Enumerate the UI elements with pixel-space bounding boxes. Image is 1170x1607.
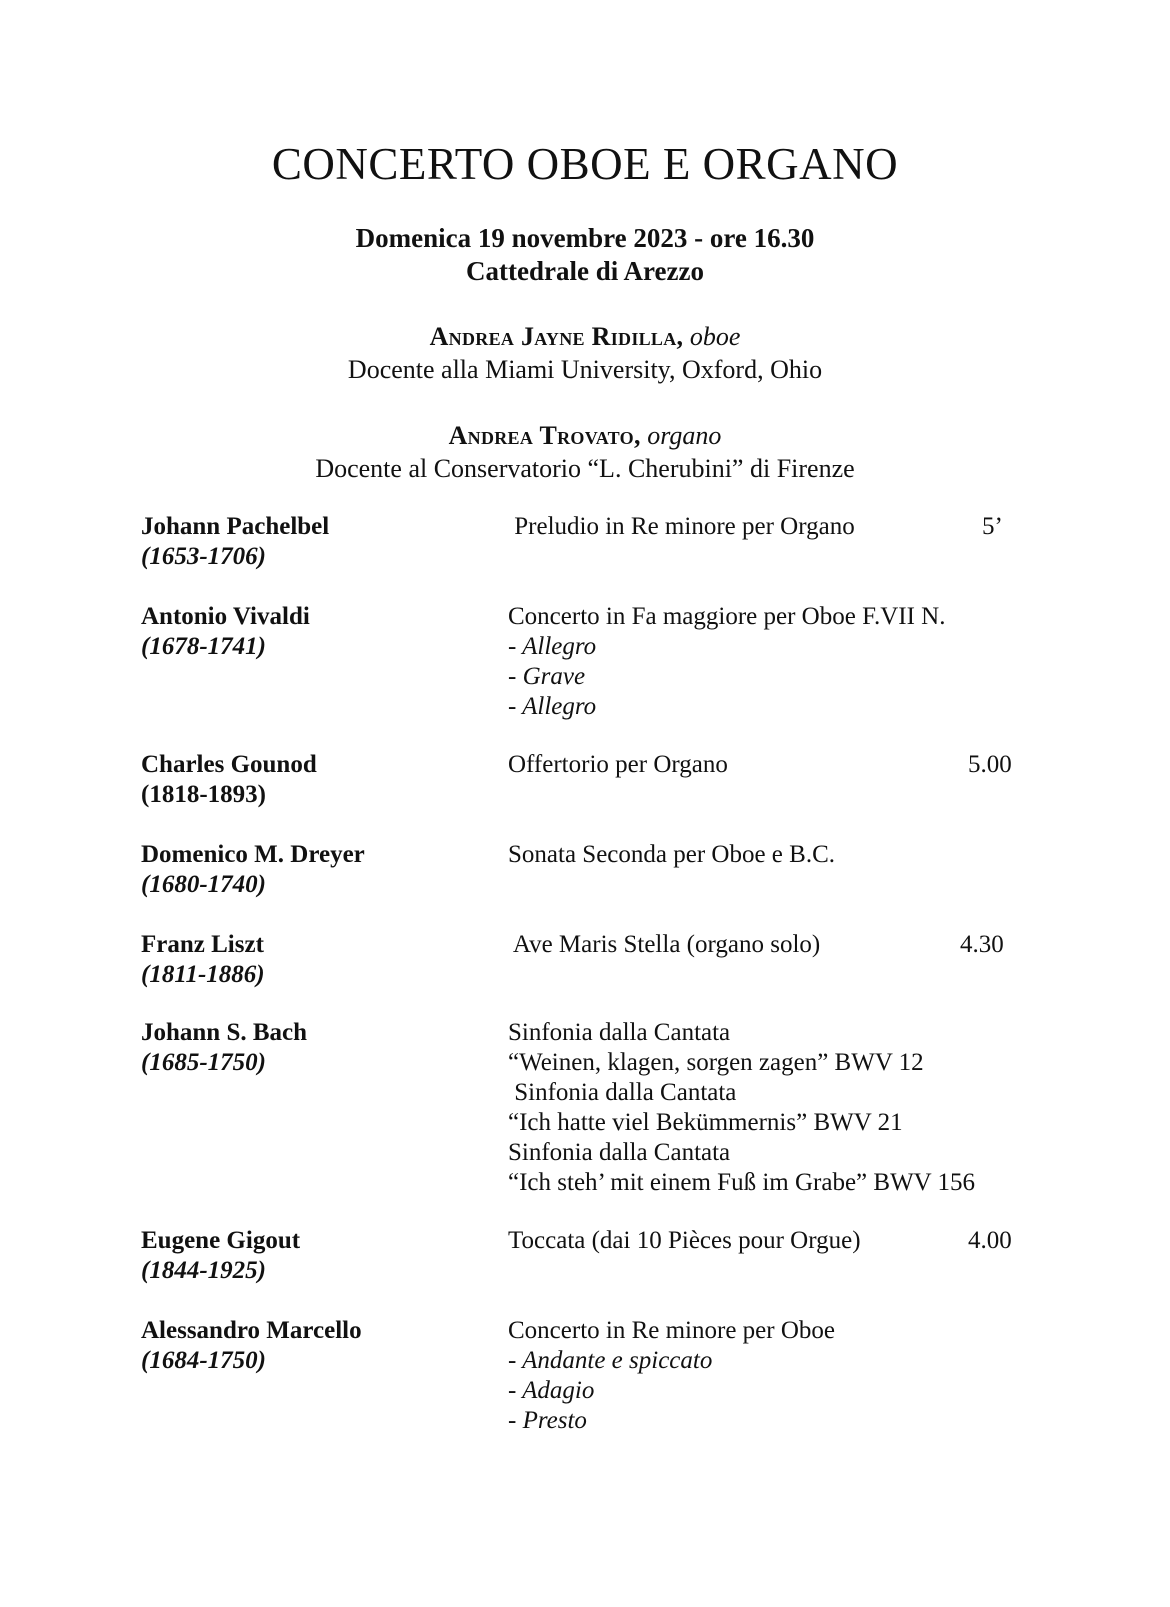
movement: - Allegro [508,633,597,660]
composer-name: Johann S. Bach [141,1019,308,1046]
composer-years: (1678-1741) [141,633,266,660]
performer-2-heading [0,421,1170,451]
work-title: Ave Maris Stella (organo solo) [508,931,821,958]
composer [141,750,471,810]
work-title: Sinfonia dalla Cantata [508,1139,731,1166]
composer-name: Franz Liszt [141,931,264,958]
composer [141,1316,471,1376]
work-title: Preludio in Re minore per Organo [508,513,855,540]
work [508,840,1068,870]
movement: - Adagio [508,1377,595,1404]
composer [141,840,471,900]
composer [141,1018,471,1078]
composer-years: (1653-1706) [141,543,266,570]
composer-years: (1685-1750) [141,1049,266,1076]
work-subtitle: “Ich hatte viel Bekümmernis” BWV 21 [508,1109,903,1136]
composer-name: Antonio Vivaldi [141,603,310,630]
composer-name: Charles Gounod [141,751,317,778]
composer-years: (1680-1740) [141,871,266,898]
movement: - Presto [508,1407,587,1434]
composer [141,930,471,990]
work-title: Sinfonia dalla Cantata [508,1019,731,1046]
composer [141,512,471,572]
work-duration: 4.00 [968,1227,1012,1254]
work-title: Sonata Seconda per Oboe e B.C. [508,841,836,868]
page-title: CONCERTO OBOE E ORGANO [271,139,899,189]
composer-name: Eugene Gigout [141,1227,301,1254]
concert-date: Domenica 19 novembre 2023 - ore 16.30 [355,223,815,253]
composer-years: (1844-1925) [141,1257,266,1284]
work-title: Toccata (dai 10 Pièces pour Orgue) [508,1227,861,1254]
performer-2-role: Docente al Conservatorio “L. Cherubini” di Firenze [315,454,855,483]
composer-name: Domenico M. Dreyer [141,841,365,868]
movement: - Grave [508,663,586,690]
concert-venue: Cattedrale di Arezzo [466,256,704,286]
work [508,602,1068,722]
movement: - Andante e spiccato [508,1347,713,1374]
work-subtitle: “Ich steh’ mit einem Fuß im Grabe” BWV 156 [508,1169,976,1196]
performer-2-instrument: organo [647,421,722,450]
composer-name: Alessandro Marcello [141,1317,362,1344]
work [508,1018,1068,1198]
work-title: Offertorio per Organo [508,751,728,778]
composer [141,602,471,662]
work-duration: 4.30 [960,931,1004,958]
performer-2-name: Andrea Trovato, [448,421,641,450]
work [508,1316,1068,1436]
composer-name: Johann Pachelbel [141,513,330,540]
work-title: Concerto in Re minore per Oboe [508,1317,835,1344]
composer-years: (1818-1893) [141,781,266,808]
performer-1-name: Andrea Jayne Ridilla, [429,322,684,351]
work-duration: 5’ [982,513,1003,540]
work-title: Sinfonia dalla Cantata [508,1079,737,1106]
composer-years: (1684-1750) [141,1347,266,1374]
performer-1-instrument: oboe [689,322,741,351]
movement: - Allegro [508,693,597,720]
work-subtitle: “Weinen, klagen, sorgen zagen” BWV 12 [508,1049,924,1076]
work-duration: 5.00 [968,751,1012,778]
composer-years: (1811-1886) [141,961,265,988]
performer-1-heading [0,322,1170,352]
work-title: Concerto in Fa maggiore per Oboe F.VII N. [508,603,946,630]
composer [141,1226,471,1286]
performer-1-role: Docente alla Miami University, Oxford, Ohio [347,355,823,384]
